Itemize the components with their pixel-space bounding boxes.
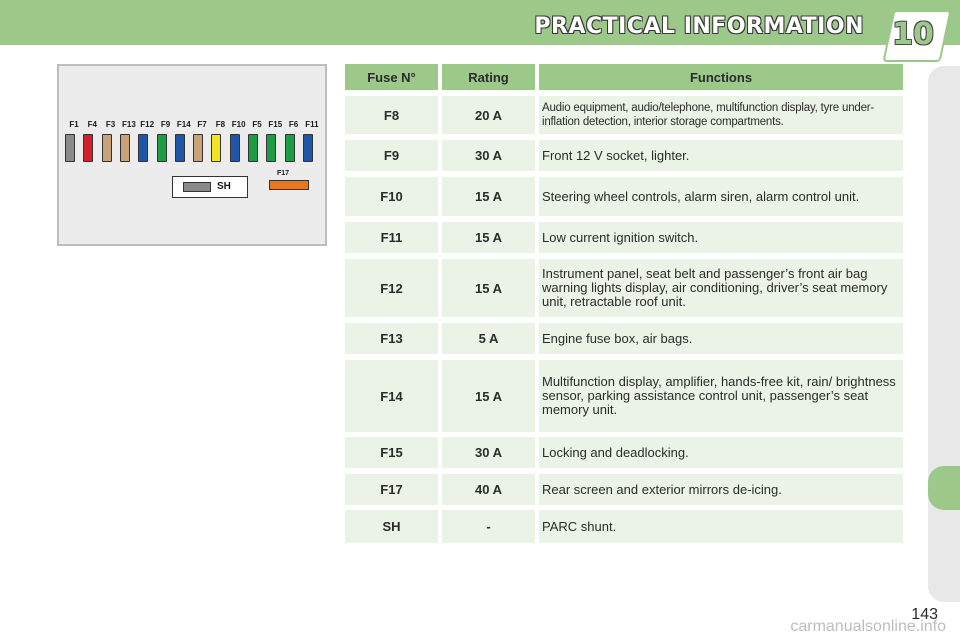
column-header-rating: Rating: [442, 64, 535, 90]
fuse-label-f3: F3: [105, 120, 116, 129]
cell-fuse-number: F14: [345, 360, 438, 432]
fuse-label-f4: F4: [87, 120, 97, 129]
side-tab-active[interactable]: [928, 466, 960, 510]
cell-functions: Locking and deadlocking.: [539, 437, 903, 468]
chapter-number: 10: [892, 17, 934, 52]
side-tab-strip: [928, 66, 960, 602]
cell-rating: 15 A: [442, 222, 535, 253]
page-number: 143: [911, 606, 938, 623]
fuse-f4: [83, 134, 93, 162]
cell-fuse-number: F10: [345, 177, 438, 216]
fuse-label-f5: F5: [252, 120, 262, 129]
cell-functions: Engine fuse box, air bags.: [539, 323, 903, 354]
cell-rating: 15 A: [442, 360, 535, 432]
cell-rating: 40 A: [442, 474, 535, 505]
fuse-f5: [248, 134, 258, 162]
sh-shunt: [183, 182, 211, 192]
fuse-f7: [193, 134, 203, 162]
cell-fuse-number: SH: [345, 510, 438, 543]
fuse-f1: [65, 134, 75, 162]
fuse-label-f11: F11: [305, 120, 319, 129]
sh-label: SH: [217, 181, 231, 192]
page-title: PRACTICAL INFORMATION: [534, 14, 864, 39]
cell-functions: Audio equipment, audio/telephone, multifunction display, tyre under-inflation detection, interior storage compartments.: [539, 96, 903, 134]
cell-fuse-number: F17: [345, 474, 438, 505]
cell-rating: 5 A: [442, 323, 535, 354]
fuse-label-f12: F12: [140, 120, 155, 129]
fuse-label-f9: F9: [160, 120, 171, 129]
fuse-f6: [285, 134, 295, 162]
cell-functions: Front 12 V socket, lighter.: [539, 140, 903, 171]
cell-rating: 20 A: [442, 96, 535, 134]
cell-rating: 30 A: [442, 140, 535, 171]
fuse-label-f13: F13: [121, 120, 136, 129]
column-header-fuse: Fuse N°: [345, 64, 438, 90]
fuse-box-diagram: [57, 64, 327, 246]
cell-fuse-number: F12: [345, 259, 438, 317]
fuse-f15: [266, 134, 276, 162]
fuse-label-f7: F7: [197, 120, 207, 129]
cell-functions: PARC shunt.: [539, 510, 903, 543]
fuse-f11: [303, 134, 313, 162]
fuse-label-f15: F15: [268, 120, 283, 129]
fuse-f8: [211, 134, 221, 162]
fuse-label-f8: F8: [215, 120, 226, 129]
cell-functions: Low current ignition switch.: [539, 222, 903, 253]
cell-rating: 15 A: [442, 177, 535, 216]
fuse-label-f10: F10: [231, 120, 246, 129]
fuse-label-f1: F1: [69, 120, 79, 129]
sh-shunt-slot: [172, 176, 248, 198]
fuse-f3: [102, 134, 112, 162]
cell-functions: Multifunction display, amplifier, hands-free kit, rain/ brightness sensor, parking assistance control unit, passenger’s seat memory unit.: [539, 360, 903, 432]
cell-functions: Steering wheel controls, alarm siren, alarm control unit.: [539, 177, 903, 216]
f17-fuse: [269, 180, 309, 190]
cell-fuse-number: F11: [345, 222, 438, 253]
fuse-f9: [157, 134, 167, 162]
cell-fuse-number: F8: [345, 96, 438, 134]
fuse-label-f14: F14: [176, 120, 191, 129]
cell-fuse-number: F9: [345, 140, 438, 171]
cell-fuse-number: F15: [345, 437, 438, 468]
fuse-f13: [120, 134, 130, 162]
fuse-f10: [230, 134, 240, 162]
cell-functions: Rear screen and exterior mirrors de-icing.: [539, 474, 903, 505]
column-header-functions: Functions: [539, 64, 903, 90]
cell-rating: 30 A: [442, 437, 535, 468]
fuse-f12: [138, 134, 148, 162]
fuse-label-f6: F6: [288, 120, 299, 129]
fuse-f14: [175, 134, 185, 162]
f17-label: F17: [277, 170, 290, 177]
watermark: carmanualsonline.info: [790, 618, 946, 635]
cell-rating: -: [442, 510, 535, 543]
cell-rating: 15 A: [442, 259, 535, 317]
cell-functions: Instrument panel, seat belt and passenger’s front air bag warning lights display, air conditioning, driver’s seat memory unit, retractable roof unit.: [539, 259, 903, 317]
cell-fuse-number: F13: [345, 323, 438, 354]
